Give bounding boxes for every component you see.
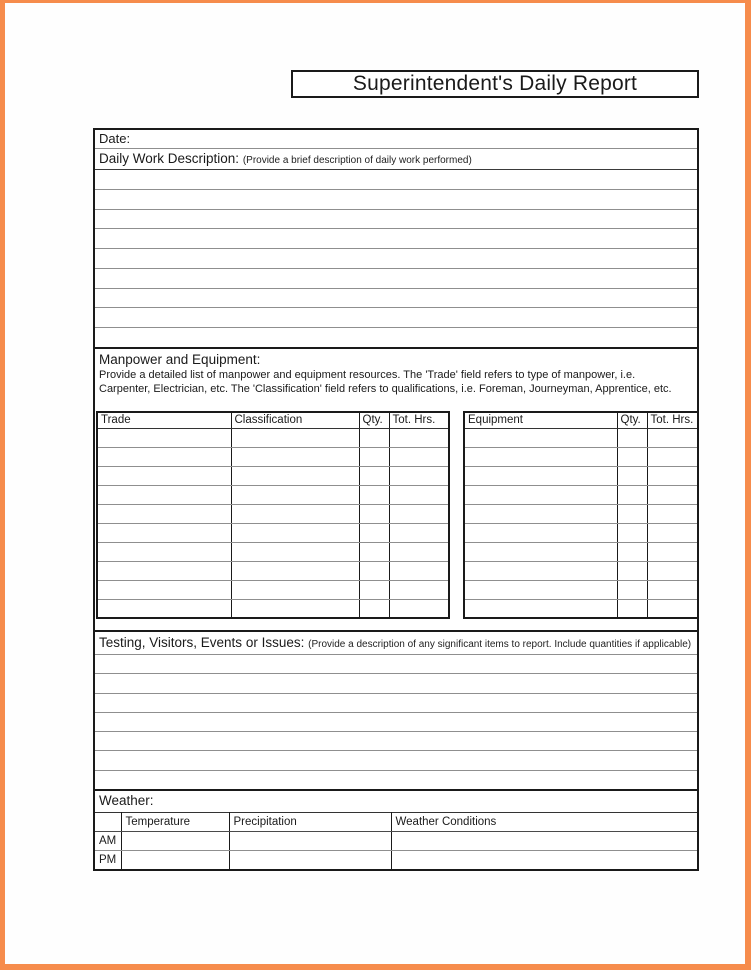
blank-cell: [359, 580, 389, 599]
blank-cell: [121, 832, 229, 851]
blank-table-row: [464, 523, 699, 542]
blank-cell: [464, 504, 617, 523]
work-description-hint: (Provide a brief description of daily work performed): [242, 155, 472, 166]
weather-row-label-am: AM: [95, 832, 121, 851]
blank-cell: [389, 466, 449, 485]
blank-writing-line: [95, 713, 697, 732]
blank-cell: [97, 485, 231, 504]
blank-cell: [647, 580, 699, 599]
testing-section-label: Testing, Visitors, Events or Issues:: [99, 635, 305, 650]
column-header-equipment: Equipment: [464, 412, 617, 428]
blank-table-row: [97, 504, 449, 523]
blank-cell: [389, 542, 449, 561]
blank-cell: [231, 580, 359, 599]
blank-cell: [359, 504, 389, 523]
daily-report-form: [93, 128, 699, 871]
blank-table-row: [97, 599, 449, 618]
blank-cell: [389, 599, 449, 618]
blank-cell: [231, 447, 359, 466]
blank-cell: [231, 523, 359, 542]
blank-cell: [231, 485, 359, 504]
blank-cell: [464, 542, 617, 561]
blank-cell: [359, 561, 389, 580]
blank-cell: [647, 561, 699, 580]
blank-table-row: [97, 466, 449, 485]
blank-writing-line: [95, 771, 697, 789]
blank-writing-line: [95, 751, 697, 770]
blank-cell: [464, 580, 617, 599]
blank-cell: [647, 599, 699, 618]
weather-section-label: Weather:: [99, 793, 154, 808]
blank-cell: [359, 523, 389, 542]
manpower-section-label: Manpower and Equipment:: [99, 352, 261, 367]
blank-writing-line: [95, 269, 697, 289]
date-label: Date:: [99, 131, 131, 146]
blank-cell: [231, 504, 359, 523]
blank-cell: [97, 561, 231, 580]
equipment-table: [463, 411, 699, 619]
section-date-work-description: [93, 128, 699, 349]
blank-cell: [359, 447, 389, 466]
blank-cell: [97, 428, 231, 447]
blank-cell: [391, 850, 697, 869]
blank-cell: [97, 504, 231, 523]
blank-cell: [647, 485, 699, 504]
weather-section-header: [95, 791, 697, 812]
blank-cell: [389, 580, 449, 599]
blank-table-row: [464, 428, 699, 447]
blank-table-row: [97, 580, 449, 599]
manpower-section-description: Provide a detailed list of manpower and equipment resources. The 'Trade' field refers to type of manpower, i.e. Carpenter, Electrician, etc. The 'Classification' field refers to qualifications, i.e. Foreman, Journeyman, Apprentice, etc.: [99, 369, 672, 395]
blank-table-row: [97, 447, 449, 466]
blank-table-row: [97, 523, 449, 542]
blank-table-row: [464, 447, 699, 466]
blank-table-row: [97, 561, 449, 580]
column-header-tot-hrs: Tot. Hrs.: [389, 412, 449, 428]
blank-cell: [464, 447, 617, 466]
weather-row-label-pm: PM: [99, 853, 117, 866]
blank-cell: [647, 466, 699, 485]
blank-cell: [647, 447, 699, 466]
blank-cell: [229, 832, 391, 851]
blank-cell: [464, 485, 617, 504]
equipment-table-header-row: [464, 412, 699, 428]
column-header-precipitation: Precipitation: [229, 813, 391, 832]
blank-writing-line: [95, 229, 697, 249]
work-description-header: [95, 149, 697, 170]
blank-cell: [231, 599, 359, 618]
blank-cell: [359, 428, 389, 447]
blank-writing-line: [95, 308, 697, 328]
weather-table-header-row: [95, 813, 697, 832]
testing-writing-area: [95, 655, 697, 789]
blank-writing-line: [95, 655, 697, 674]
weather-table: [95, 812, 697, 869]
column-header-weather-conditions: Weather Conditions: [391, 813, 697, 832]
blank-cell: [617, 542, 647, 561]
blank-cell: [97, 447, 231, 466]
blank-cell: [617, 466, 647, 485]
blank-writing-line: [95, 694, 697, 713]
blank-cell: [464, 428, 617, 447]
blank-cell: [647, 542, 699, 561]
blank-table-row: [464, 466, 699, 485]
column-header-trade: Trade: [97, 412, 231, 428]
testing-section-hint: (Provide a description of any significant items to report. Include quantities if applicable): [308, 639, 692, 650]
column-header-qty: Qty.: [617, 412, 647, 428]
column-header-tot-hrs: Tot. Hrs.: [647, 412, 699, 428]
blank-writing-line: [95, 328, 697, 347]
blank-writing-line: [95, 249, 697, 269]
blank-cell: [97, 466, 231, 485]
blank-writing-line: [95, 190, 697, 210]
blank-cell: [464, 523, 617, 542]
blank-cell: [464, 561, 617, 580]
blank-cell: [391, 832, 697, 851]
blank-cell: [617, 447, 647, 466]
blank-writing-line: [95, 210, 697, 230]
section-testing-visitors: [93, 630, 699, 791]
blank-cell: [97, 580, 231, 599]
column-header-classification: Classification: [231, 412, 359, 428]
blank-cell: [617, 485, 647, 504]
blank-table-row: [464, 561, 699, 580]
blank-cell: [231, 542, 359, 561]
section-manpower-equipment: [93, 347, 699, 632]
blank-writing-line: [95, 674, 697, 693]
blank-cell: [617, 599, 647, 618]
trade-table: [96, 411, 450, 619]
blank-cell: [647, 428, 699, 447]
blank-writing-line: [95, 732, 697, 751]
blank-table-row: [464, 599, 699, 618]
work-description-writing-area: [95, 170, 697, 347]
blank-writing-line: [95, 170, 697, 190]
blank-table-row: [464, 542, 699, 561]
blank-table-row: [464, 504, 699, 523]
blank-cell: [229, 850, 391, 869]
blank-cell: [359, 542, 389, 561]
column-header-ampm: [95, 813, 121, 832]
blank-table-row: [97, 542, 449, 561]
blank-cell: [617, 561, 647, 580]
blank-cell: [617, 428, 647, 447]
blank-cell: [231, 466, 359, 485]
blank-cell: [359, 599, 389, 618]
blank-cell: [121, 850, 229, 869]
blank-cell: [389, 428, 449, 447]
date-field-row: [95, 130, 697, 149]
blank-cell: [389, 485, 449, 504]
blank-cell: [97, 599, 231, 618]
blank-cell: [389, 561, 449, 580]
report-title-box: [291, 70, 699, 98]
blank-writing-line: [95, 289, 697, 309]
blank-table-row: [97, 428, 449, 447]
work-description-label: Daily Work Description:: [99, 151, 240, 166]
blank-cell: [647, 523, 699, 542]
blank-cell: [617, 580, 647, 599]
blank-cell: [617, 523, 647, 542]
trade-table-header-row: [97, 412, 449, 428]
testing-section-header: [95, 632, 697, 655]
blank-cell: [647, 504, 699, 523]
blank-cell: [359, 466, 389, 485]
weather-pm-row: [95, 850, 697, 869]
blank-cell: [97, 542, 231, 561]
blank-table-row: [97, 485, 449, 504]
blank-cell: [231, 428, 359, 447]
blank-cell: [231, 561, 359, 580]
blank-cell: [464, 466, 617, 485]
blank-cell: [464, 599, 617, 618]
section-weather: [93, 789, 699, 871]
column-header-temperature: Temperature: [121, 813, 229, 832]
blank-cell: [389, 523, 449, 542]
blank-cell: [389, 504, 449, 523]
blank-cell: [97, 523, 231, 542]
blank-table-row: [464, 580, 699, 599]
column-header-qty: Qty.: [359, 412, 389, 428]
blank-cell: [359, 485, 389, 504]
manpower-tables-row: [96, 411, 697, 619]
weather-am-row: [95, 832, 697, 851]
blank-cell: [389, 447, 449, 466]
report-title: Superintendent's Daily Report: [352, 72, 638, 95]
blank-cell: [617, 504, 647, 523]
blank-table-row: [464, 485, 699, 504]
